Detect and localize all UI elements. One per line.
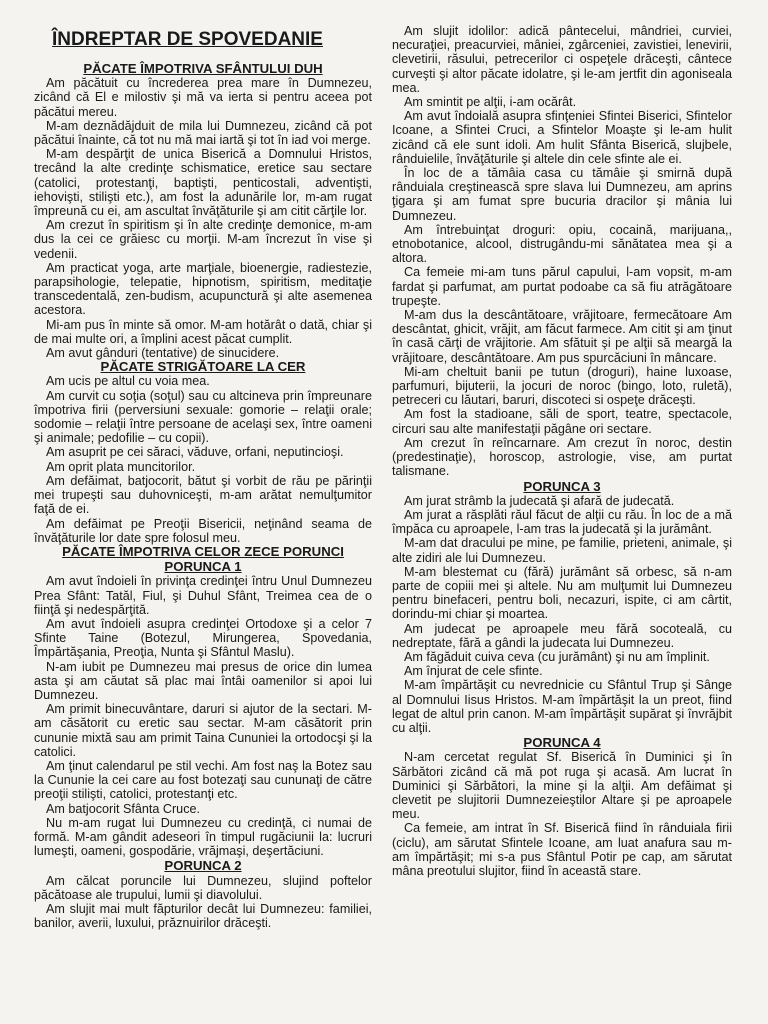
paragraph: Am oprit plata muncitorilor. [46, 459, 196, 474]
paragraph: N-am iubit pe Dumnezeu mai presus de orice din lumea asta şi am căutat să plac mai întâi oamenilor si apoi lui Dumnezeu. [34, 659, 372, 702]
paragraph: Am jurat strâmb la judecată şi afară de judecată. [404, 493, 675, 508]
section-heading-ten-commandments: PĂCATE ÎMPOTRIVA CELOR ZECE PORUNCI [62, 543, 344, 559]
paragraph: Am crezut în reîncarnare. Am crezut în noroc, destin (predestinaţie), horoscop, astrologie, vise, am purtat talismane. [392, 435, 732, 479]
commandment-3-heading: PORUNCA 3 [523, 478, 601, 494]
commandment-3-body [392, 494, 732, 735]
paragraph: M-am blestemat cu (fără) jurământ să orbesc, să n-am parte de copiii mei şi altele. Nu am mulţumit lui Dumnezeu pentru binefaceri, pentru boli, necazuri, ispite, ci am cârtit, dorindu-mi chiar şi moartea. [392, 564, 732, 622]
paragraph: Am crezut în spiritism şi în alte credinţe demonice, m-am dus la cei ce grăiesc cu morţii. M-am încrezut în vise şi vedenii. [34, 218, 372, 261]
commandment-1-heading: PORUNCA 1 [164, 559, 242, 575]
paragraph: Am fost la stadioane, săli de sport, teatre, spectacole, circuri sau alte manifestaţii păgâne ori sectare. [392, 407, 732, 436]
paragraph: Am înjurat de cele sfinte. [404, 664, 543, 679]
section-body-holy-spirit [34, 76, 372, 360]
commandment-2-continued [392, 24, 732, 479]
paragraph: Am primit binecuvântare, daruri si ajutor de la sectari. M-am căsătorit cu eretic sau sectar. M-am căsătorit prin cununie mixtă sau am primit Taina Cununiei la ortodocşi şi la catolici. [34, 702, 372, 759]
paragraph: M-am despărţit de unica Biserică a Domnului Hristos, trecând la alte credinţe schismatice, eretice sau sectare (catolici, protestanţi, baptişti, penticostali, adventişti, iehovişti, stilişti etc.), am fost la adunările lor, m-am rugat împreună cu ei, am ascultat învăţăturile şi am citit cărţile lor. [34, 147, 372, 219]
paragraph: Nu m-am rugat lui Dumnezeu cu credinţă, ci numai de formă. M-am gândit adeseori în timpul rugăciunii la: lucruri lumeşti, oameni, gospodărie, vrăjmaşi, deşertăciuni. [34, 815, 372, 859]
paragraph: Am asuprit pe cei săraci, văduve, orfani, neputincioşi. [46, 445, 344, 460]
paragraph: Am defăimat, batjocorit, bătut şi vorbit de rău pe părinţii mei trupeşti sau duhovniceşti, m-am arătat nemulţumitor faţă de ei. [34, 473, 372, 517]
paragraph: În loc de a tămâia casa cu tămâie şi smirnă după rânduiala creştinească spre slava lui Dumnezeu, am aprins ţigara şi am fumat spre bucuria dracilor şi mânia lui Dumnezeu. [392, 166, 732, 223]
paragraph: Am defăimat pe Preoţii Bisericii, neţinând seama de învăţăturile lor date spre folosul meu. [34, 516, 372, 545]
section-heading-crying-sins: PĂCATE STRIGĂTOARE LA CER [100, 359, 306, 375]
paragraph: Am curvit cu soţia (soţul) sau cu altcineva prin împreunare împotriva firii (perversiuni sexuale: gomorie – relaţii orale; sodomie – relaţii între persoane de acelaşi sex, între oameni şi animale; pedofilie – cu copii). [34, 388, 372, 446]
paragraph: Am ţinut calendarul pe stil vechi. Am fost naş la Botez sau la Cununie la cei care au fost botezaţi sau cununaţi de către preoţii stilişti, catolici, protestanţi etc. [34, 758, 372, 802]
commandment-4-body [392, 750, 732, 878]
paragraph: Mi-am pus în minte să omor. M-am hotărât o dată, chiar şi de mai multe ori, a împlini acest păcat cumplit. [34, 317, 372, 346]
commandment-4-heading: PORUNCA 4 [523, 735, 601, 751]
section-body-crying-sins [34, 374, 372, 544]
paragraph: Am avut îndoieli asupra credinţei Ortodoxe şi a celor 7 Sfinte Taine (Botezul, Mirungerea, Spovedania, Împărtăşania, Preoţia, Nunta şi Sfântul Maslu). [34, 616, 372, 660]
paragraph: Am slujit idolilor: adică pântecelui, mândriei, curviei, necuraţiei, preacurviei, mâniei, zgârceniei, zavistiei, lenevirii, clevetirii, răsului, petrecerilor ci ospeţele drăceşti, cântece curveşti şi altor păcate idolatre, şi le-am jertfit din agoniseala mea. [392, 24, 732, 95]
paragraph: Am batjocorit Sfânta Cruce. [46, 801, 200, 816]
paragraph: Ca femeie mi-am tuns părul capului, l-am vopsit, m-am fardat şi parfumat, am purtat podoabe ca să fiu atrăgătoare trupeşte. [392, 265, 732, 308]
document-title: ÎNDREPTAR DE SPOVEDANIE [52, 29, 323, 50]
paragraph: M-am împărtăşit cu nevrednicie cu Sfântul Trup şi Sânge al Domnului Iisus Hristos. M-am împărtăşit la un preot, fiind legat de altul prin canon. M-am împărtăşit supărat şi învrăjbit cu alţii. [392, 678, 732, 735]
commandment-2-heading: PORUNCA 2 [164, 858, 242, 874]
paragraph: Am avut îndoială asupra sfinţeniei Sfintei Biserici, Sfintelor Icoane, a Sfintei Cruci, a Sfintelor Moaşte şi le-am hulit zicând că ele sunt idoli. Am hulit Sfânta Biserică, slujbele, rânduielile, învăţăturile şi altele din cele sfinte ale ei. [392, 109, 732, 166]
paragraph: Am avut îndoieli în privinţa credinţei întru Unul Dumnezeu Prea Sfânt: Tatăl, Fiul, şi Duhul Sfânt, Treimea cea de o fiinţă şi nedespărţită. [34, 574, 372, 617]
commandment-2-body [34, 874, 372, 931]
commandment-1-body [34, 574, 372, 858]
paragraph: Am judecat pe aproapele meu fără socoteală, cu nedreptate, fără a gândi la judecata lui Dumnezeu. [392, 621, 732, 650]
left-column [34, 24, 372, 930]
paragraph: Am ucis pe altul cu voia mea. [46, 374, 210, 389]
paragraph: Ca femeie, am intrat în Sf. Biserică fiind în rânduiala firii (ciclu), am sărutat Sfintele Icoane, am luat anafura sau m-am împărtăşit; mi s-a pus Sfântul Potir pe cap, am sărutat mâna preotului slujitor, fiind în această stare. [392, 821, 732, 878]
paragraph: M-am dat dracului pe mine, pe familie, prieteni, animale, şi alte zidiri ale lui Dumnezeu. [392, 536, 732, 565]
paragraph: M-am dus la descântătoare, vrăjitoare, fermecătoare Am descântat, ghicit, vrăjit, am făcut farmece. Am citit şi am ţinut în casă cărţi de vrăjitorie. Am sfătuit şi pe alţii să meargă la vrăjitoare, descântătoare. Am pus spurcăciuni în mâncare. [392, 308, 732, 365]
paragraph: Am practicat yoga, arte marţiale, bioenergie, radiestezie, parapsihologie, telepatie, hipnotism, spiritism, meditaţie transcedentală, zen-budism, acupunctură şi alte asemenea acestora. [34, 260, 372, 318]
paragraph: Am întrebuinţat droguri: opiu, cocaină, marijuana,, etnobotanice, alcool, distrugându-mi sănătatea mea şi a altora. [392, 222, 732, 266]
paragraph: Am avut gânduri (tentative) de sinucidere. [46, 346, 280, 361]
paragraph: N-am cercetat regulat Sf. Biserică în Duminici şi în Sărbători zicând că mă pot ruga şi acasă. Am lucrat în Duminici şi Sărbători, la mine şi la alţii. Am defăimat şi clevetit pe slujitorii Dumnezeieştilor Altare şi pe aproapele meu. [392, 750, 732, 822]
right-column [392, 24, 732, 878]
paragraph: Am făgăduit cuiva ceva (cu jurământ) şi nu am împlinit. [404, 649, 710, 664]
paragraph: Mi-am cheltuit banii pe tutun (droguri), haine luxoase, parfumuri, bijuterii, la jocuri de noroc (bingo, loto, ruletă), petreceri cu lăutari, baruri, discoteci si ospeţe drăceşti. [392, 364, 732, 408]
paragraph: Am jurat a răsplăti răul făcut de alţii cu rău. În loc de a mă împăca cu aproapele, l-am tras la judecată şi la jurământ. [392, 507, 732, 537]
section-heading-holy-spirit: PĂCATE ÎMPOTRIVA SFÂNTULUI DUH [83, 61, 323, 76]
paragraph: M-am deznădăjduit de mila lui Dumnezeu, zicând că pot păcătui înainte, că tot nu mă mai iartă şi tot în iad voi merge. [34, 118, 372, 148]
paragraph: Am călcat poruncile lui Dumnezeu, slujind poftelor păcătoase ale trupului, lumii şi diavolului. [34, 873, 372, 902]
paragraph: Am păcătuit cu încrederea prea mare în Dumnezeu, zicând că El e milostiv şi mă va ierta si pentru aceea pot păcătui mereu. [34, 76, 372, 119]
paragraph: Am slujit mai mult făpturilor decât lui Dumnezeu: familiei, banilor, averii, luxului, prăznuirilor drăceşti. [34, 901, 372, 931]
paragraph: Am smintit pe alţii, i-am ocărât. [404, 95, 577, 110]
